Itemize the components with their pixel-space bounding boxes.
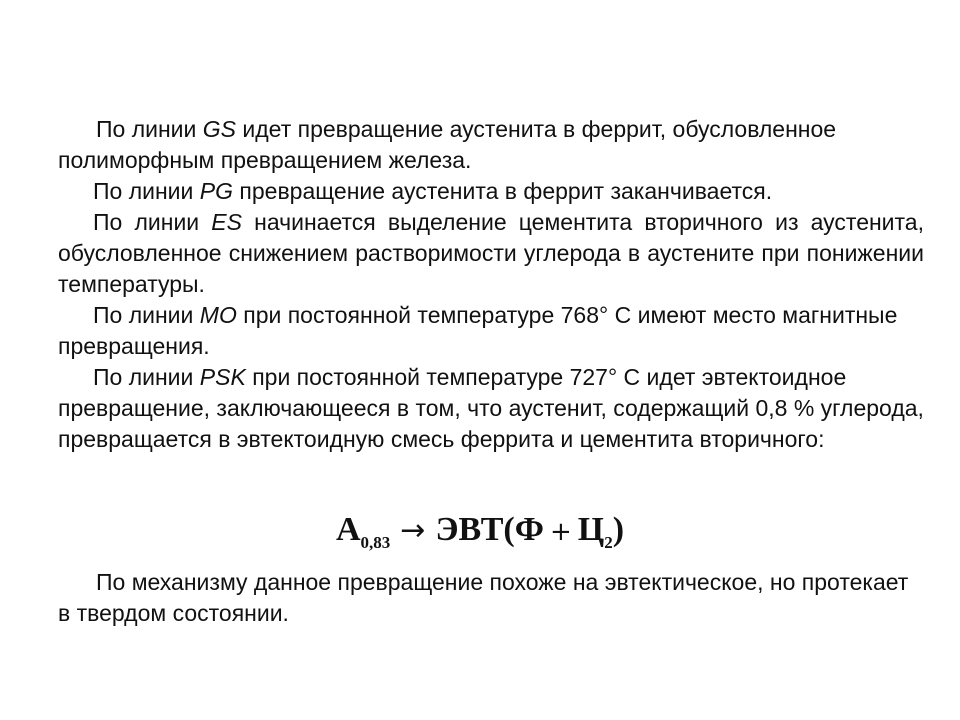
paragraph-pg-pre: По линии [93, 178, 200, 204]
paragraph-mo-pre: По линии [93, 302, 200, 328]
line-label-gs: GS [202, 116, 237, 142]
paragraph-psk-line [58, 362, 924, 455]
paragraph-mo-line [58, 300, 924, 362]
paragraph-mechanism: По механизму данное превращение похоже на эвтектическое, но протекает в твердом состоянии. [58, 569, 909, 626]
paragraph-es-line [58, 207, 924, 300]
closing-text-block [58, 567, 924, 629]
line-label-mo: MO [199, 302, 237, 328]
formula-close-paren: ) [612, 511, 625, 548]
arrow-icon: → [400, 513, 426, 548]
formula-austenite-symbol: А [335, 511, 361, 548]
paragraph-psk-text: при постоянной температуре 727° С идет эвтектоидное превращение, заключающееся в том, что аустенит, содержащий 0,8 % углерода, превращается в эвтектоидную смесь феррита и цементита вторичного: [58, 364, 924, 452]
line-label-es: ES [211, 209, 242, 235]
paragraph-pg-line [58, 176, 924, 207]
formula-cementite-symbol: Ц [577, 511, 605, 548]
formula-austenite-subscript: 0,83 [360, 533, 391, 552]
main-text-block [58, 114, 924, 455]
formula-evt-ferrite: ЭВТ(Ф [435, 511, 544, 548]
paragraph-gs-text: идет превращение аустенита в феррит, обусловленное полиморфным превращением железа. [58, 116, 837, 173]
eutectoid-reaction-formula [0, 508, 960, 557]
line-label-pg: PG [199, 178, 234, 204]
plus-icon: + [549, 517, 572, 547]
paragraph-mo-text: при постоянной температуре 768° С имеют место магнитные превращения. [58, 302, 898, 359]
paragraph-gs-line [58, 114, 924, 176]
line-label-psk: PSK [199, 364, 246, 390]
paragraph-gs-pre: По линии [96, 116, 203, 142]
paragraph-es-pre: По линии [93, 209, 212, 235]
paragraph-psk-pre: По линии [93, 364, 200, 390]
formula-cementite-subscript: 2 [604, 533, 613, 552]
paragraph-pg-text: превращение аустенита в феррит заканчивается. [233, 178, 773, 204]
paragraph-es-text: начинается выделение цементита вторичного из аустенита, обусловленное снижением растворимости углерода в аустените при понижении температуры. [58, 209, 924, 297]
